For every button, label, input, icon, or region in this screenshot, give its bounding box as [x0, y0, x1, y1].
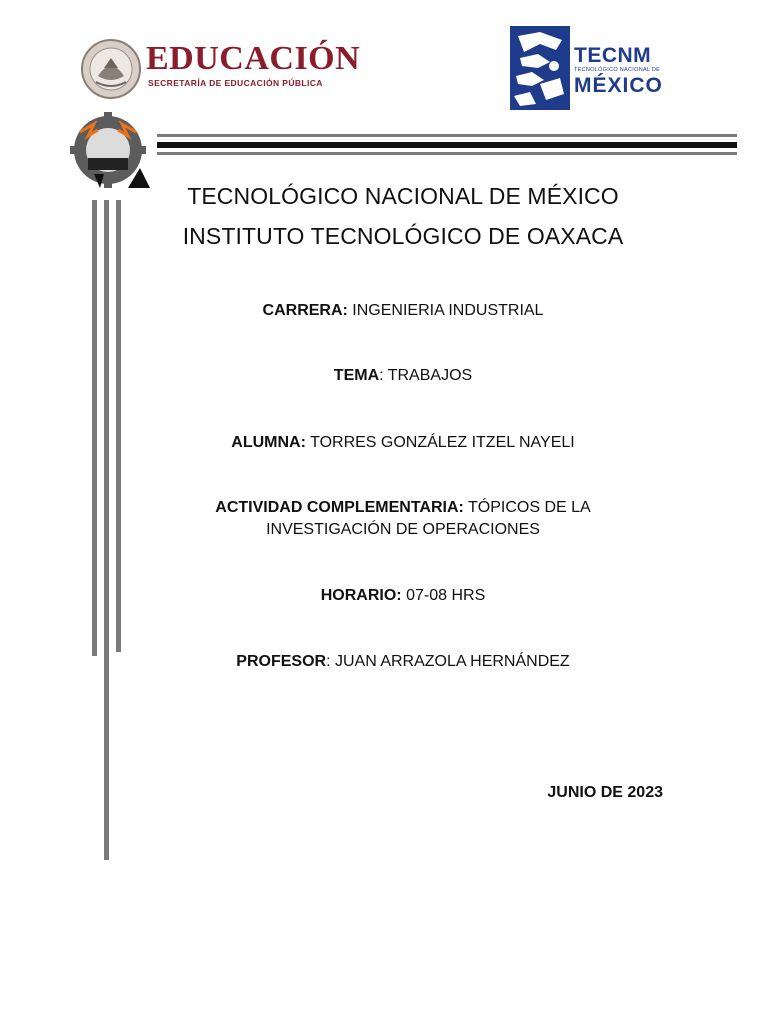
carrera-value: INGENIERIA INDUSTRIAL	[347, 302, 544, 319]
actividad-value-1: TÓPICOS DE LA	[463, 499, 591, 516]
sep-wordmark: EDUCACIÓN	[146, 40, 361, 77]
tema-label: TEMA	[333, 367, 380, 384]
field-tema	[150, 365, 656, 387]
rule-vertical-center	[104, 200, 109, 860]
sep-subtitle: SECRETARÍA DE EDUCACIÓN PÚBLICA	[148, 78, 323, 88]
rule-black	[157, 142, 737, 148]
field-carrera	[150, 300, 656, 322]
mexico-seal-icon	[80, 38, 142, 100]
field-actividad	[150, 497, 656, 541]
field-horario	[150, 585, 656, 607]
title-line-2: INSTITUTO TECNOLÓGICO DE OAXACA	[182, 223, 624, 249]
horario-value: 07-08 HRS	[401, 587, 486, 604]
carrera-label: CARRERA:	[262, 302, 348, 319]
alumna-label: ALUMNA:	[231, 434, 306, 451]
tecnm-eagle-icon	[510, 26, 570, 110]
profesor-value: : JUAN ARRAZOLA HERNÁNDEZ	[326, 653, 570, 670]
field-alumna	[150, 432, 656, 454]
rule-vertical-left	[92, 200, 97, 656]
rule-gray-top	[157, 134, 737, 137]
actividad-label: ACTIVIDAD COMPLEMENTARIA:	[215, 499, 464, 516]
rule-vertical-right	[116, 200, 121, 652]
tecnm-subtitle: TECNOLÓGICO NACIONAL DE	[574, 67, 661, 73]
horario-label: HORARIO:	[320, 587, 402, 604]
tecnm-wordmark: TECNM	[574, 44, 652, 67]
field-profesor	[150, 651, 656, 673]
actividad-value-2: INVESTIGACIÓN DE OPERACIONES	[266, 521, 540, 538]
profesor-label: PROFESOR	[236, 653, 327, 670]
sep-logo	[80, 36, 370, 104]
rule-gray-bottom	[157, 152, 737, 155]
alumna-value: TORRES GONZÁLEZ ITZEL NAYELI	[305, 434, 575, 451]
document-date: JUNIO DE 2023	[547, 784, 663, 801]
tecnm-country: MÉXICO	[574, 74, 663, 97]
tecnm-logo	[510, 26, 680, 110]
tema-value: : TRABAJOS	[379, 367, 473, 384]
title-line-1: TECNOLÓGICO NACIONAL DE MÉXICO	[187, 183, 619, 209]
ito-emblem-icon	[64, 112, 152, 194]
